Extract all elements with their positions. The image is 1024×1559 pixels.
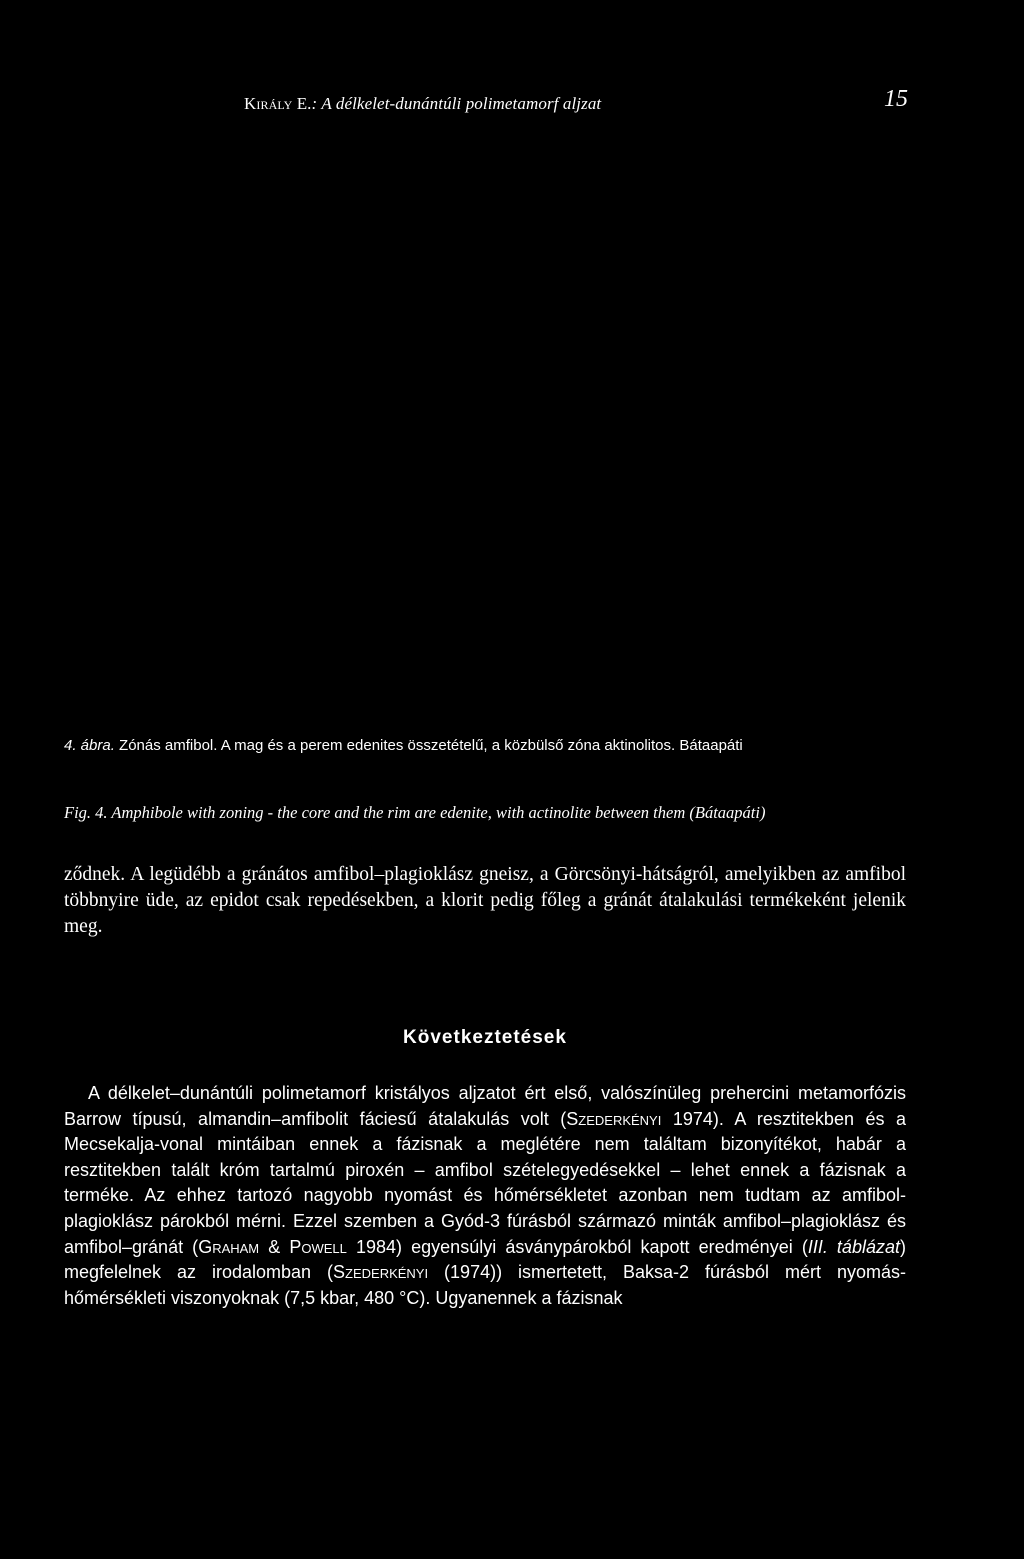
para2-text-1: A délkelet–dunántúli polimetamorf kristályos aljzatot ért első, valószínüleg prehercini metamorfózis Barrow típusú, almandin–amfibolit fáciesű átalakulás volt ( [64,1083,906,1129]
citation-szederkenyi-2: Szederkényi [333,1262,429,1283]
para2-text-4: ) megfelelnek az irodalomban ( [64,1236,906,1283]
running-title [244,94,601,114]
running-author: Király E. [244,94,312,113]
citation-graham-powell: Graham & Powell [198,1236,347,1257]
para2-text-5: (1974)) ismertetett, Baksa-2 fúrásból mért nyomás-hőmérsékleti viszonyoknak (7,5 kbar, 480 °C). Ugyanennek a fázisnak [64,1262,906,1308]
table-reference: III. táblázat [807,1236,900,1257]
caption-hu-label: 4. ábra. [64,737,115,754]
para2-text-2: 1974). A resztitekben és a Mecsekalja-vonal mintáiban ennek a fázisnak a meglétére nem találtam bizonyítékot, habár a resztitekben talált króm tartalmú piroxén – amfibol szételegyedésekkel – lehet ennek a fázisnak a terméke. Az ehhez tartozó nagyobb nyomást és hőmérsékletet azonban nem tudtam az amfibol-plagioklász párokból mérni. Ezzel szemben a Gyód-3 fúrásból származó minták amfibol–plagioklász és amfibol–gránát ( [64,1108,906,1257]
page-number: 15 [884,86,908,112]
citation-szederkenyi-1: Szederkényi [566,1108,662,1129]
running-title-text: : A délkelet-dunántúli polimetamorf aljzat [311,94,602,113]
caption-en-text: Amphibole with zoning - the core and the rim are edenite, with actinolite between them (Bátaapáti) [111,803,766,822]
figure-4-image [64,140,904,720]
body-paragraph-2 [64,1081,906,1311]
figure-caption-hungarian [64,735,906,757]
body-paragraph-1: ződnek. A legüdébb a gránátos amfibol–plagioklász gneisz, a Görcsönyi-hátságról, amelyikben az amfibol többnyire üde, az epidot csak repedésekben, a klorit pedig főleg a gránát átalakulási termékeként jelenik meg. [64,864,906,937]
caption-en-label: Fig. 4. [64,803,108,822]
figure-caption-english [64,802,906,824]
caption-hu-text: Zónás amfibol. A mag és a perem edenites összetételű, a közbülső zóna aktinolitos. Bátaapáti [119,737,743,754]
running-header [244,86,908,120]
section-heading: Következtetések [403,1027,567,1048]
para2-text-3: 1984) egyensúlyi ásványpárokból kapott eredményei ( [346,1236,808,1257]
